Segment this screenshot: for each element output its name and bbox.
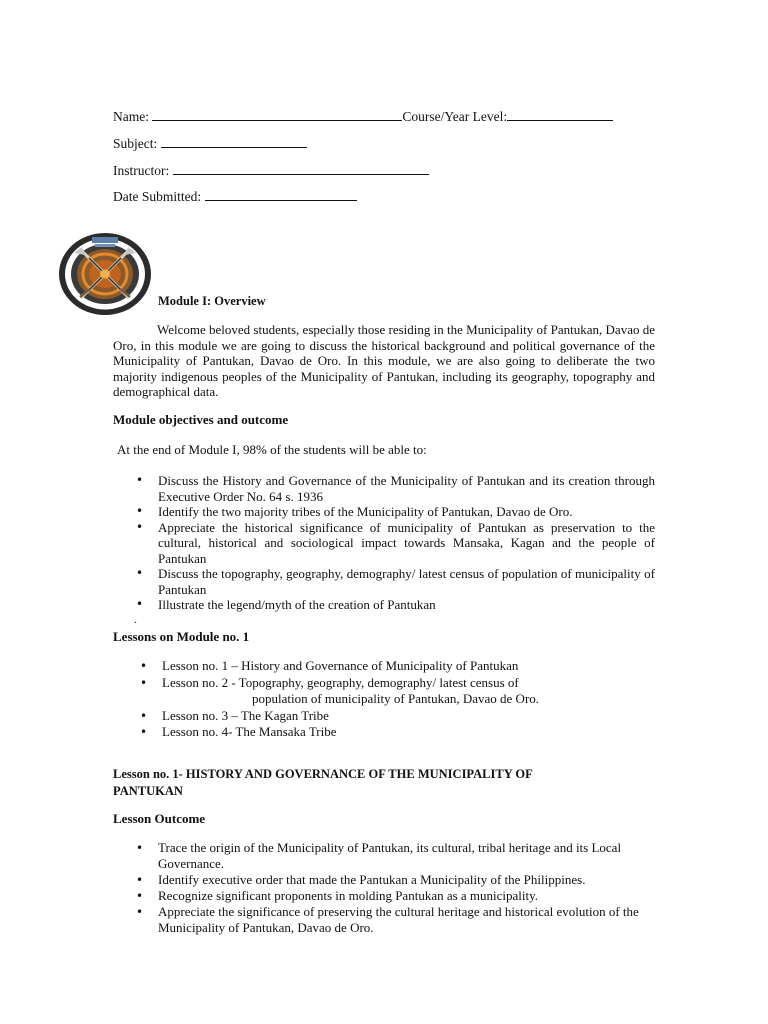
date-blank[interactable]: [205, 188, 357, 201]
objectives-list: [136, 473, 655, 613]
name-blank[interactable]: [152, 108, 402, 121]
lesson1-heading-line2: PANTUKAN: [113, 784, 183, 798]
instructor-field-row: [113, 162, 429, 179]
lesson1-heading-line1: Lesson no. 1- HISTORY AND GOVERNANCE OF THE MUNICIPALITY OF: [113, 767, 533, 781]
name-label: Name:: [113, 109, 153, 124]
list-item: • Appreciate the significance of preserving the cultural heritage and historical evolution of the Municipality of Pantukan, Davao de Oro.: [136, 904, 656, 936]
lesson-outcome-heading: Lesson Outcome: [113, 811, 206, 826]
instructor-label: Instructor:: [113, 163, 173, 178]
lesson1-heading: [113, 766, 533, 800]
date-field-row: [113, 188, 357, 205]
list-item: • Illustrate the legend/myth of the creation of Pantukan: [136, 597, 655, 613]
list-item: • Recognize significant proponents in molding Pantukan as a municipality.: [136, 888, 656, 904]
list-item: • Identify executive order that made the Pantukan a Municipality of the Philippines.: [136, 872, 656, 888]
lesson-outcome-list: [136, 840, 656, 936]
list-item: • Lesson no. 4- The Mansaka Tribe: [140, 724, 660, 741]
list-item: • Lesson no. 3 – The Kagan Tribe: [140, 708, 660, 725]
subject-label: Subject:: [113, 136, 161, 151]
list-item: • Lesson no. 1 – History and Governance of Municipality of Pantukan: [140, 658, 660, 675]
name-field-row: [113, 108, 613, 125]
module-title: Module I: Overview: [158, 294, 266, 308]
intro-paragraph: Welcome beloved students, especially those residing in the Municipality of Pantukan, Davao de Oro, in this module we are going to discuss the historical background and political governance of the Municipality of Pantukan, Davao de Oro. In this module, we are also going to deliberate the two majority indigenous peoples of the Municipality of Pantukan, including its geography, topography and demographical data.: [113, 322, 655, 399]
course-blank[interactable]: [507, 108, 613, 121]
objectives-heading: Module objectives and outcome: [113, 412, 289, 427]
objectives-lead: At the end of Module I, 98% of the students will be able to:: [117, 442, 427, 457]
subject-field-row: [113, 135, 307, 152]
list-item: • Discuss the History and Governance of the Municipality of Pantukan and its creation through Executive Order No. 64 s. 1936: [136, 473, 655, 504]
list-item-continuation: population of municipality of Pantukan, Davao de Oro.: [252, 691, 540, 706]
stray-mark: .: [134, 612, 137, 626]
circular-tribal-seal-icon: [56, 231, 154, 317]
instructor-blank[interactable]: [173, 162, 429, 175]
list-item: • Discuss the topography, geography, demography/ latest census of population of municipality of Pantukan: [136, 566, 655, 597]
subject-blank[interactable]: [161, 135, 307, 148]
lessons-heading: Lessons on Module no. 1: [113, 629, 250, 644]
list-item: [140, 675, 660, 708]
list-item-text: Lesson no. 2 - Topography, geography, demography/ latest census of: [162, 674, 519, 690]
course-label: Course/Year Level:: [402, 109, 508, 124]
lessons-list: [140, 658, 660, 741]
date-label: Date Submitted:: [113, 189, 205, 204]
list-item: • Appreciate the historical significance of municipality of Pantukan as preservation to the cultural, historical and sociological impact towards Mansaka, Kagan and the people of Pantukan: [136, 520, 655, 567]
list-item: • Trace the origin of the Municipality of Pantukan, its cultural, tribal heritage and its Local Governance.: [136, 840, 656, 872]
list-item: • Identify the two majority tribes of the Municipality of Pantukan, Davao de Oro.: [136, 504, 655, 520]
